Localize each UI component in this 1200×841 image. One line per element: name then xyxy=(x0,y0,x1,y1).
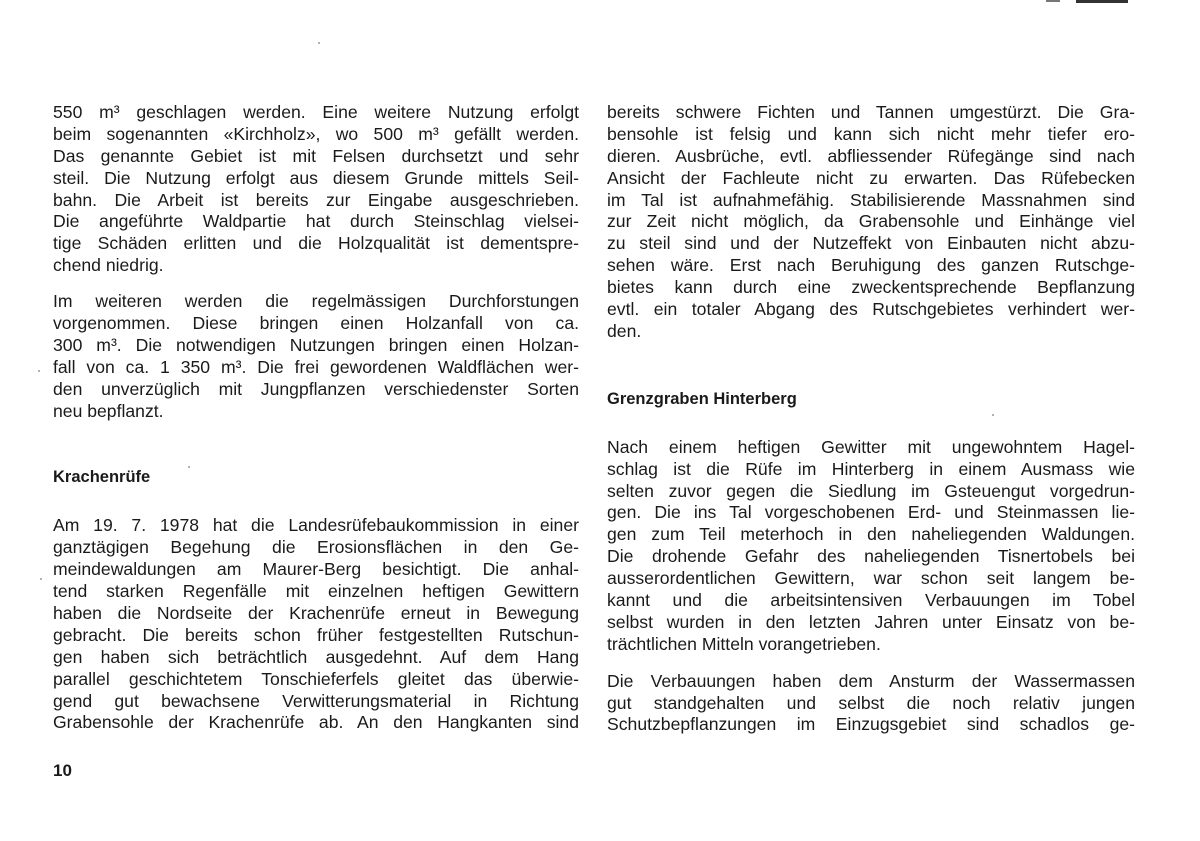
text-line: Am 19. 7. 1978 hat die Landesrüfebaukommission in einer xyxy=(53,515,579,536)
text-line: chend niedrig. xyxy=(53,255,164,276)
text-line: Die Verbauungen haben dem Ansturm der Wassermassen xyxy=(607,670,1135,691)
text-line: zu steil sind und der Nutzeffekt von Einbauten nicht abzu- xyxy=(607,233,1135,254)
text-line: fall von ca. 1 350 m³. Die frei gewordenen Waldflächen wer- xyxy=(53,356,579,377)
text-line: gen zum Teil meterhoch in den naheliegenden Waldungen. xyxy=(607,524,1135,545)
text-line: tige Schäden erlitten und die Holzqualität ist dementspre- xyxy=(53,233,579,254)
scan-speck xyxy=(318,42,320,44)
left-column xyxy=(53,102,579,734)
text-line: selten zuvor gegen die Siedlung im Gsteuengut vorgedrun- xyxy=(607,480,1135,501)
text-line: dieren. Ausbrüche, evtl. abfliessender Rüfegänge sind nach xyxy=(607,145,1135,166)
text-line: 550 m³ geschlagen werden. Eine weitere Nutzung erfolgt xyxy=(53,102,579,122)
text-line: evtl. ein totaler Abgang des Rutschgebietes verhindert wer- xyxy=(607,299,1135,320)
text-line: gut standgehalten und selbst die noch relativ jungen xyxy=(607,692,1135,713)
text-line: schlag ist die Rüfe im Hinterberg in einem Ausmass wie xyxy=(607,458,1135,479)
text-line: steil. Die Nutzung erfolgt aus diesem Grunde mittels Seil- xyxy=(53,167,579,188)
text-line: haben die Nordseite der Krachenrüfe erneut in Bewegung xyxy=(53,603,579,624)
text-line: Das genannte Gebiet ist mit Felsen durchsetzt und sehr xyxy=(53,145,579,166)
right-paragraph-1 xyxy=(607,102,1135,343)
text-line: neu bepflanzt. xyxy=(53,400,164,421)
text-line: parallel geschichtetem Tonschieferfels gleitet das überwie- xyxy=(53,668,579,689)
text-line: tend starken Regenfälle mit einzelnen heftigen Gewittern xyxy=(53,581,579,602)
text-line: den. xyxy=(607,320,642,341)
scan-mark xyxy=(1076,0,1128,3)
text-line: trächtlichen Mitteln vorangetrieben. xyxy=(607,633,881,654)
right-paragraph-2 xyxy=(607,437,1135,656)
text-line: zur Zeit nicht möglich, da Grabensohle und Einhänge viel xyxy=(607,211,1135,232)
text-line: bereits schwere Fichten und Tannen umgestürzt. Die Gra- xyxy=(607,102,1135,122)
text-line: ausserordentlichen Gewittern, war schon seit langem be- xyxy=(607,568,1135,589)
text-line: bietes kann durch eine zweckentsprechende Bepflanzung xyxy=(607,277,1135,298)
text-line: beim sogenannten «Kirchholz», wo 500 m³ gefällt werden. xyxy=(53,123,579,144)
text-line: Schutzbepflanzungen im Einzugsgebiet sind schadlos ge- xyxy=(607,714,1135,735)
scan-mark xyxy=(1046,0,1060,2)
scan-speck xyxy=(40,578,42,580)
text-line: gend gut bewachsene Verwitterungsmaterial in Richtung xyxy=(53,690,579,711)
text-line: den unverzüglich mit Jungpflanzen verschiedenster Sorten xyxy=(53,378,579,399)
text-line: gen haben sich beträchtlich ausgedehnt. Auf dem Hang xyxy=(53,646,579,667)
text-line: Die angeführte Waldpartie hat durch Steinschlag vielsei- xyxy=(53,211,579,232)
text-line: im Tal ist aufnahmefähig. Stabilisierende Massnahmen sind xyxy=(607,189,1135,210)
text-line: meindewaldungen am Maurer-Berg besichtigt. Die anhal- xyxy=(53,559,579,580)
section-heading-krachenruefe: Krachenrüfe xyxy=(53,468,151,487)
left-paragraph-1 xyxy=(53,102,579,277)
text-line: ganztägigen Begehung die Erosionsflächen in den Ge- xyxy=(53,537,579,558)
text-line: gen. Die ins Tal vorgeschobenen Erd- und Steinmassen lie- xyxy=(607,502,1135,523)
text-line: Nach einem heftigen Gewitter mit ungewohntem Hagel- xyxy=(607,436,1135,457)
left-paragraph-3 xyxy=(53,515,579,734)
section-heading-grenzgraben-hinterberg: Grenzgraben Hinterberg xyxy=(607,389,797,408)
page-number: 10 xyxy=(53,761,72,780)
right-paragraph-3 xyxy=(607,671,1135,737)
text-line: Die drohende Gefahr des naheliegenden Tisnertobels bei xyxy=(607,546,1135,567)
text-line: selbst wurden in den letzten Jahren unter Einsatz von be- xyxy=(607,611,1135,632)
right-column xyxy=(607,102,1135,736)
scan-speck xyxy=(38,370,40,372)
left-paragraph-2 xyxy=(53,291,579,422)
text-line: bahn. Die Arbeit ist bereits zur Eingabe ausgeschrieben. xyxy=(53,189,579,210)
text-line: vorgenommen. Diese bringen einen Holzanfall von ca. xyxy=(53,313,579,334)
text-line: Ansicht der Fachleute nicht zu erwarten. Das Rüfebecken xyxy=(607,167,1135,188)
text-line: sehen wäre. Erst nach Beruhigung des ganzen Rutschge- xyxy=(607,255,1135,276)
text-line: Grabensohle der Krachenrüfe ab. An den Hangkanten sind xyxy=(53,712,579,733)
text-line: kannt und die arbeitsintensiven Verbauungen im Tobel xyxy=(607,590,1135,611)
text-line: bensohle ist felsig und kann sich nicht mehr tiefer ero- xyxy=(607,123,1135,144)
text-line: 300 m³. Die notwendigen Nutzungen bringen einen Holzan- xyxy=(53,334,579,355)
text-line: gebracht. Die bereits schon früher festgestellten Rutschun- xyxy=(53,624,579,645)
text-line: Im weiteren werden die regelmässigen Durchforstungen xyxy=(53,291,579,312)
